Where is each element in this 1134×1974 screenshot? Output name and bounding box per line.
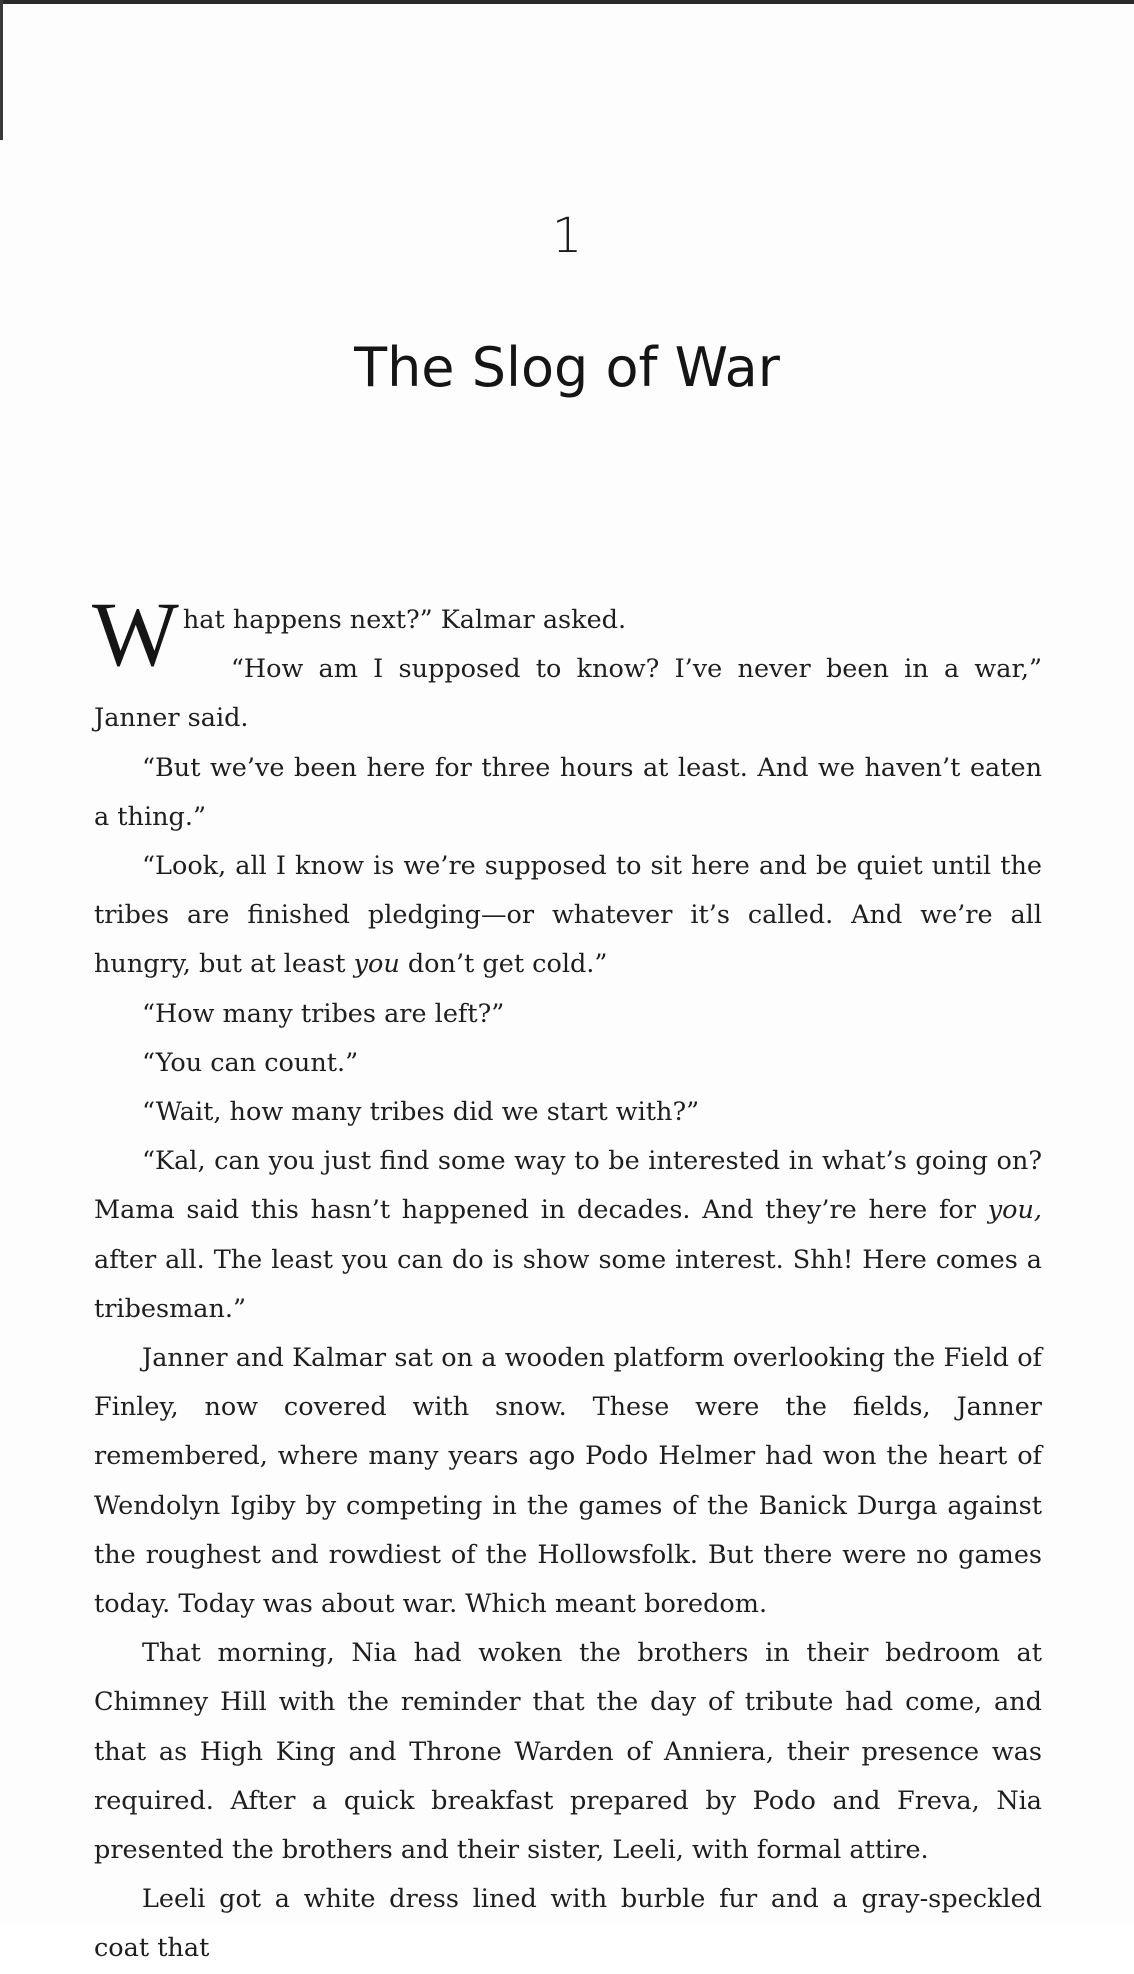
drop-cap: W <box>92 583 179 685</box>
emphasis-text: you <box>353 949 400 980</box>
paragraph <box>94 1137 1042 1334</box>
chapter-title: The Slog of War <box>354 336 780 399</box>
paragraph: “How am I supposed to know? I’ve never been in a war,” Janner said. <box>94 654 1042 734</box>
paragraph <box>92 583 1042 685</box>
paragraph: Janner and Kalmar sat on a wooden platform overlooking the Field of Finley, now covered with snow. These were the fields, Janner remembered, where many years ago Podo Helmer had won the heart of Wendolyn Igiby by competing in the games of the Banick Durga against the roughest and rowdiest of the Hollowsfolk. But there were no games today. Today was about war. Which meant boredom. <box>94 1343 1042 1620</box>
page-top-edge <box>0 0 1134 4</box>
paragraph: Leeli got a white dress lined with burble fur and a gray-speckled coat that <box>94 1884 1042 1964</box>
chapter-number: 1 <box>551 208 583 264</box>
paragraph <box>94 842 1042 990</box>
page-left-edge <box>0 0 3 140</box>
paragraph-text: after all. The least you can do is show some interest. Shh! Here comes a tribesman.” <box>94 1244 1042 1324</box>
paragraph: “You can count.” <box>142 1047 359 1078</box>
emphasis-text: you, <box>987 1195 1042 1226</box>
paragraph: “But we’ve been here for three hours at least. And we haven’t eaten a thing.” <box>94 752 1042 832</box>
paragraph: That morning, Nia had woken the brothers in their bedroom at Chimney Hill with the reminder that the day of tribute had come, and that as High King and Throne Warden of Anniera, their presence was required. After a quick breakfast prepared by Podo and Freva, Nia presented the brothers and their sister, Leeli, with formal attire. <box>94 1638 1042 1866</box>
paragraph: “Wait, how many tribes did we start with?” <box>142 1097 700 1128</box>
paragraph-text: hat happens next?” Kalmar asked. <box>182 605 627 635</box>
paragraph: “How many tribes are left?” <box>142 998 505 1029</box>
paragraph-text: don’t get cold.” <box>399 949 608 980</box>
paragraph-text: “Look, all I know is we’re supposed to sit here and be quiet until the tribes are finished pledging—or whatever it’s called. And we’re all hungry, but at least <box>94 851 1042 980</box>
chapter-body <box>92 583 1042 1974</box>
paragraph-text: “Kal, can you just find some way to be interested in what’s going on? Mama said this hasn’t happened in decades. And they’re here for <box>94 1146 1042 1226</box>
